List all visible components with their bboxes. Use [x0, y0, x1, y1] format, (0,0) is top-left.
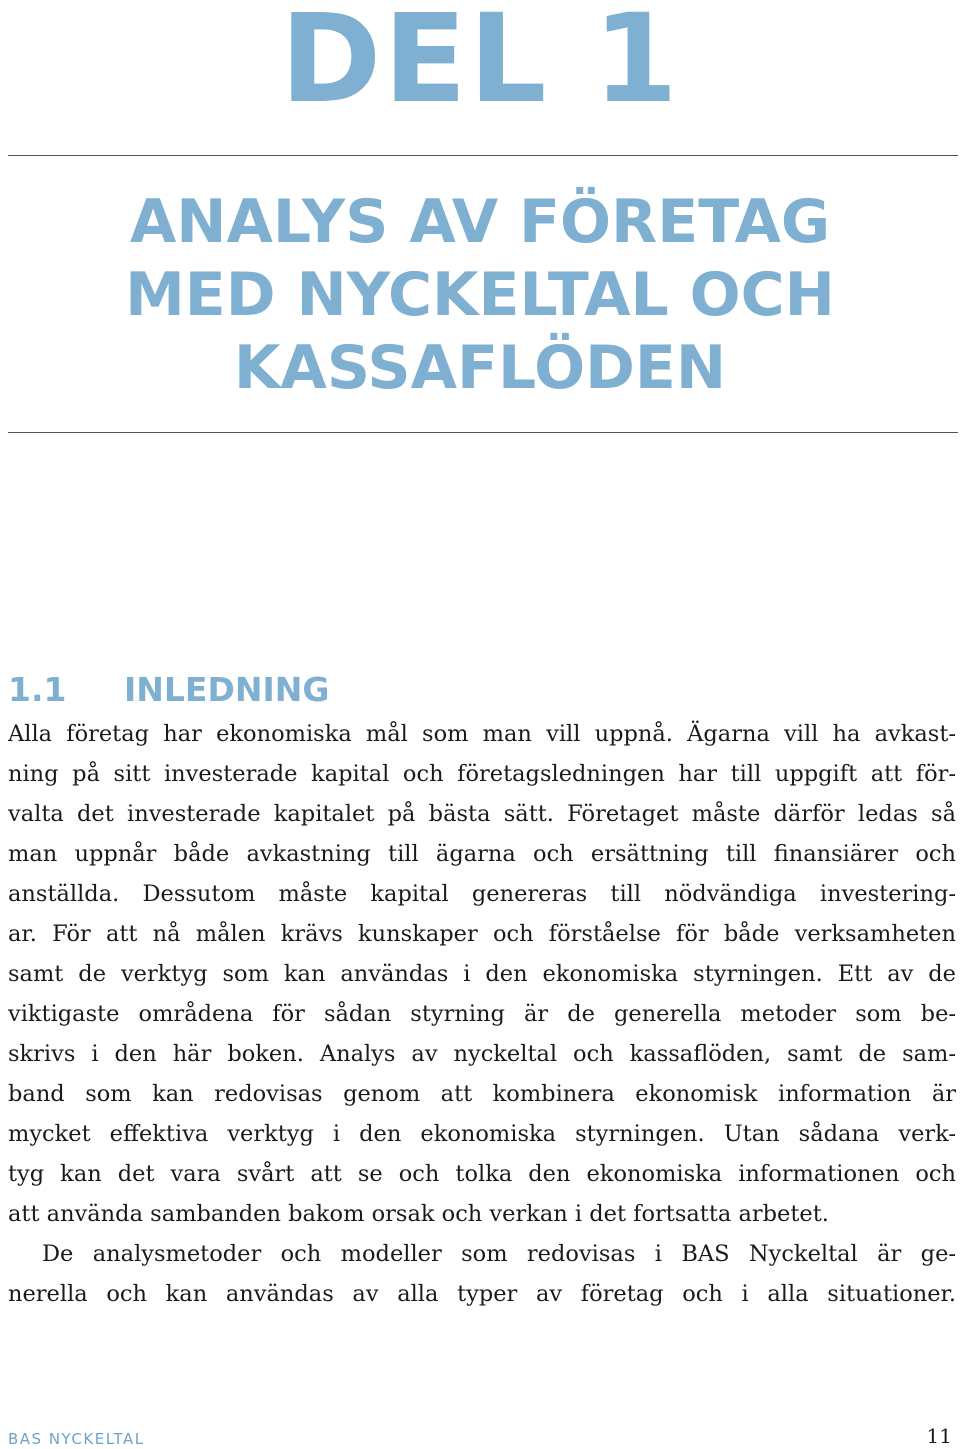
- body-text: [8, 714, 956, 1314]
- body-line: band som kan redovisas genom att kombinera ekonomisk information är: [8, 1081, 956, 1107]
- body-line: anställda. Dessutom måste kapital genereras till nödvändiga investering-: [8, 881, 956, 907]
- body-line: De analysmetoder och modeller som redovisas i BAS Nyckeltal är ge-: [42, 1241, 956, 1267]
- body-line: nerella och kan användas av alla typer av företag och i alla situationer.: [8, 1281, 956, 1307]
- body-line: att använda sambanden bakom orsak och verkan i det fortsatta arbetet.: [8, 1201, 829, 1227]
- body-line: valta det investerade kapitalet på bästa sätt. Företaget måste därför ledas så: [8, 801, 956, 827]
- bottom-divider: [8, 432, 958, 433]
- footer-page-number: 11: [926, 1424, 952, 1448]
- top-divider: [8, 155, 958, 156]
- chapter-title: [0, 186, 960, 405]
- body-line: skrivs i den här boken. Analys av nyckeltal och kassaflöden, samt de sam-: [8, 1041, 956, 1067]
- section-title: INLEDNING: [124, 670, 330, 709]
- body-line: ar. För att nå målen krävs kunskaper och förståelse för både verksamheten: [8, 921, 956, 947]
- chapter-title-line: ANALYS AV FÖRETAG: [129, 187, 831, 257]
- body-line: viktigaste områdena för sådan styrning är de generella metoder som be-: [8, 1001, 956, 1027]
- part-title: DEL 1: [280, 0, 680, 130]
- footer-book-title: BAS NYCKELTAL: [8, 1430, 145, 1448]
- chapter-title-line: KASSAFLÖDEN: [233, 333, 727, 403]
- body-line: man uppnår både avkastning till ägarna och ersättning till finansiärer och: [8, 841, 956, 867]
- body-line: ning på sitt investerade kapital och företagsledningen har till uppgift att för-: [8, 761, 956, 787]
- section-heading: [8, 670, 329, 710]
- body-line: mycket effektiva verktyg i den ekonomiska styrningen. Utan sådana verk-: [8, 1121, 956, 1147]
- chapter-title-line: MED NYCKELTAL OCH: [125, 260, 835, 330]
- section-number: 1.1: [8, 670, 67, 709]
- body-line: tyg kan det vara svårt att se och tolka den ekonomiska informationen och: [8, 1161, 956, 1187]
- body-line: samt de verktyg som kan användas i den ekonomiska styrningen. Ett av de: [8, 961, 956, 987]
- body-line: Alla företag har ekonomiska mål som man vill uppnå. Ägarna vill ha avkast-: [8, 721, 956, 747]
